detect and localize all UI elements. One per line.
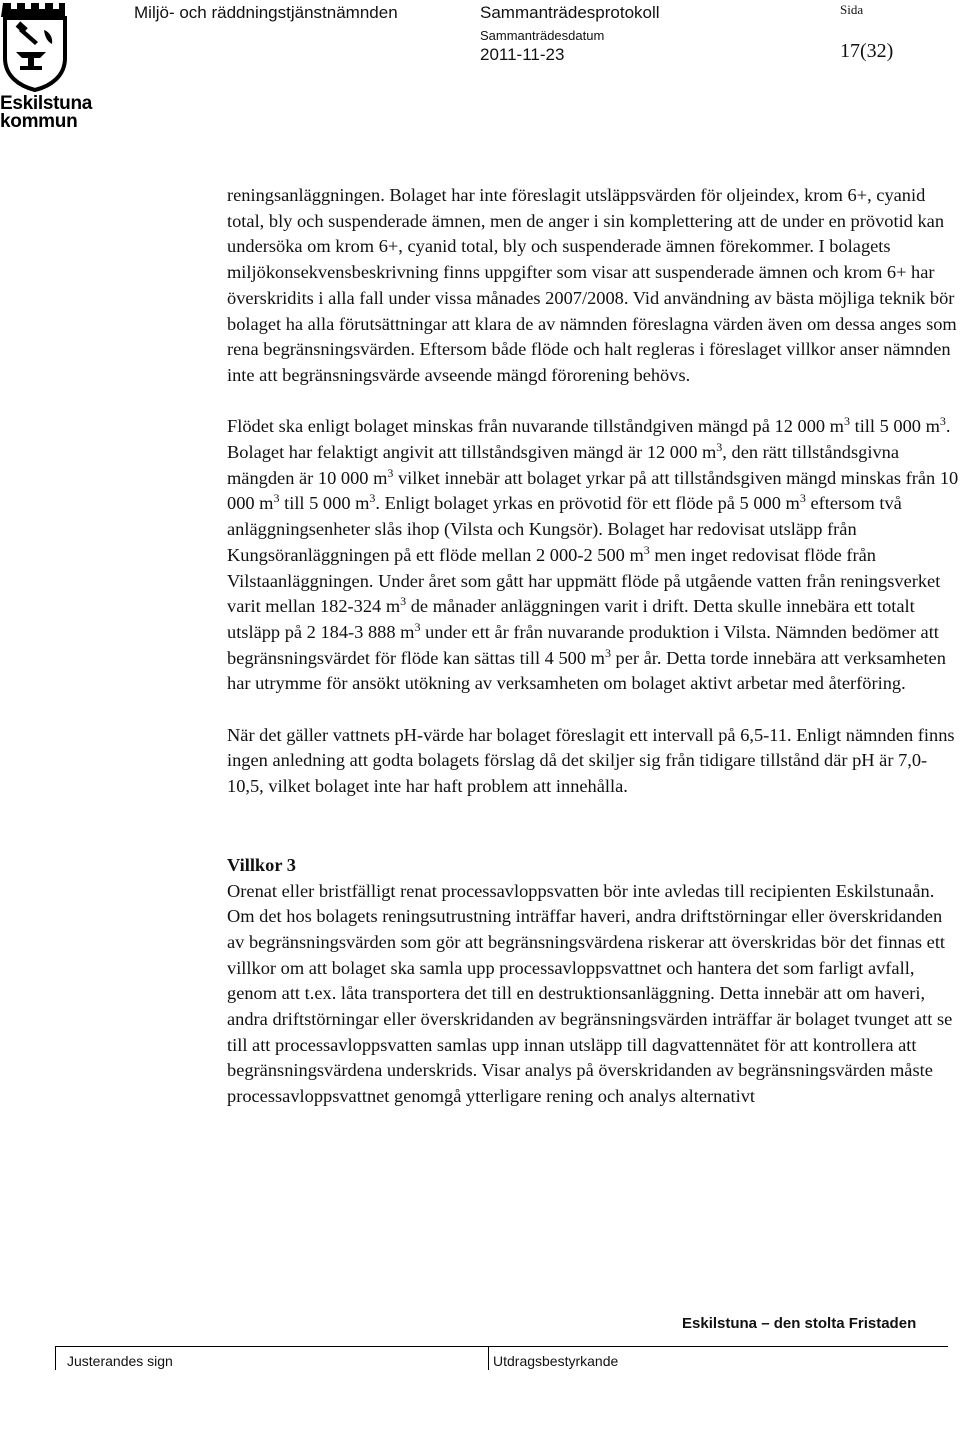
committee-name: Miljö- och räddningstjänstnämnden xyxy=(134,3,398,22)
superscript: 3 xyxy=(414,619,421,634)
logo-text-eskilstuna: Eskilstuna xyxy=(0,93,93,114)
paragraph-3: När det gäller vattnets pH-värde har bolaget föreslagit ett intervall på 6,5-11. Enligt nämnden finns ingen anledning att godta bolagets förslag då det skiljer sig från tidigare tillstånd där pH är 7,0-10,5, vilket bolaget inte har haft problem att innehålla. xyxy=(227,724,955,797)
municipality-logo xyxy=(0,0,93,132)
footer-justerandes-sign: Justerandes sign xyxy=(67,1353,173,1369)
superscript: 3 xyxy=(843,414,850,429)
footer-divider-left xyxy=(55,1346,56,1370)
document-type: Sammanträdesprotokoll xyxy=(480,3,660,22)
superscript: 3 xyxy=(400,594,407,609)
logo-text-kommun: kommun xyxy=(0,111,78,132)
superscript: 3 xyxy=(273,491,280,506)
page-number: 17(32) xyxy=(840,40,894,62)
footer-slogan: Eskilstuna – den stolta Fristaden xyxy=(682,1315,917,1332)
superscript: 3 xyxy=(939,414,946,429)
meeting-date: 2011-11-23 xyxy=(480,45,565,64)
page-label: Sida xyxy=(840,2,864,17)
footer-divider xyxy=(55,1346,948,1347)
footer-utdragsbestyrkande: Utdragsbestyrkande xyxy=(493,1353,619,1369)
paragraph-1: reningsanläggningen. Bolaget har inte föreslagit utsläppsvärden för oljeindex, krom 6+, cyanid total, bly och suspenderade ämnen, men de anger i sin komplettering att de under en prövotid kan undersöka om krom 6+, cyanid total, bly och suspenderade ämnen förekommer. I bolagets miljökonsekvensbeskrivning finns uppgifter som visar att suspenderade ämnen och krom 6+ har överskridits i alla fall under vissa månades 2007/2008. Vid användning av bästa möjliga teknik bör bolaget ha alla förutsättningar att klara de av nämnden föreslagna värden även om dessa anges som rena begränsningsvärden. Eftersom både flöde och halt regleras i föreslaget villkor anser nämnden inte att begränsningsvärde avseende mängd förorening behövs. xyxy=(227,185,957,385)
superscript: 3 xyxy=(643,542,650,557)
paragraph-2: Flödet ska enligt bolaget minskas från nuvarande tillståndgiven mängd på 12 000 $m^3$ till 5 000 $m^3$. Bolaget har felaktigt angivit att tillståndsgiven mängd är 12 000 $m^3$, den rätt tillståndsgivna mängden är 10 000 $m^3$ vilket innebär att bolaget yrkar på att tillståndsgiven mängd minskas från 10 000 $m^3$ till 5 000 $m^3$. Enligt bolaget yrkas en prövotid för ett flöde på 5 000 $m^3$ eftersom två anläggningsenheter slås ihop (Vilsta och Kungsör). Bolaget har redovisat utsläpp från Kungsöranläggningen på ett flöde mellan 2 000-2 500 $m^3$ men inget redovisat flöde från Vilstaanläggningen. Under året som gått har uppmätt flöde på utgående vatten från reningsverket varit mellan 182-324 $m^3$ de månader anläggningen varit i drift. Detta skulle innebära ett totalt utsläpp på 2 184-3 888 $m^3$ under ett år från nuvarande produktion i Vilsta. Nämnden bedömer att begränsningsvärdet för flöde kan sättas till 4 500 $m^3$ per år. Detta torde innebära att verksamheten har utrymme för ansökt utökning av verksamheten om bolaget aktivt arbetar med återföring. xyxy=(227,414,959,694)
paragraph-4: Orenat eller bristfälligt renat processavloppsvatten bör inte avledas till recipienten Eskilstunaån. Om det hos bolagets reningsutrustning inträffar haveri, andra driftstörningar eller överskridanden av begränsningsvärden som gör att begränsningsvärdena riskerar att överskridas bör det finnas ett villkor om att bolaget ska samla upp processavloppsvattnet och hantera det som farligt avfall, genom att t.ex. låta transportera det till en destruktionsanläggning. Detta innebär att om haveri, andra driftstörningar eller överskridanden av begränsningsvärden inträffar är bolaget tvunget att se till att processavloppsvatten samlas upp innan utsläpp till dagvattennätet för att kontrollera att begränsningsvärdena underskrids. Visar analys på överskridanden av begränsningsvärden måste processavloppsvattnet genomgå ytterligare rening och analys alternativt xyxy=(227,880,953,1107)
superscript: 3 xyxy=(799,491,806,506)
superscript: 3 xyxy=(369,491,376,506)
superscript: 3 xyxy=(387,465,394,480)
meeting-date-label: Sammanträdesdatum xyxy=(480,28,605,43)
footer-divider-middle xyxy=(488,1346,489,1370)
document-body xyxy=(227,183,959,1110)
section-heading-villkor-3: Villkor 3 xyxy=(227,854,296,875)
superscript: 3 xyxy=(716,440,723,455)
coat-of-arms-icon xyxy=(0,0,70,92)
superscript: 3 xyxy=(604,645,611,660)
